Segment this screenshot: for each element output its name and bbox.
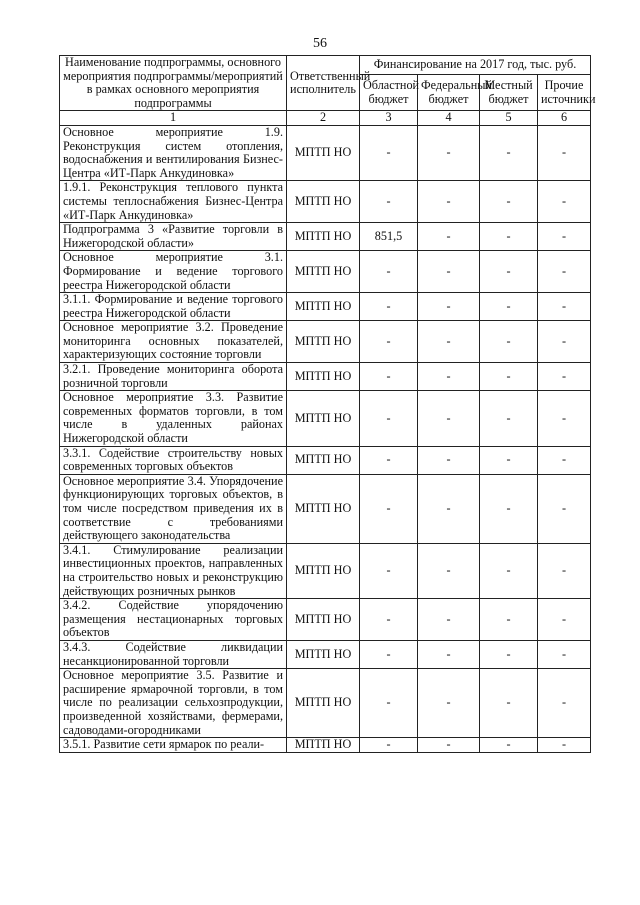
cell-name: Основное мероприятие 3.3. Развитие современных форматов торговли, в том числе в удаленных районах Нижегородской области [60, 391, 287, 446]
cell-regional: 851,5 [360, 223, 418, 251]
header-local-budget: Местный бюджет [480, 74, 538, 111]
cell-local: - [480, 391, 538, 446]
cell-name: Основное мероприятие 3.5. Развитие и расширение ярмарочной торговли, в том числе по реализации сельхозпродукции, произведенной хозяйствами, фермерами, садоводами-огородниками [60, 669, 287, 738]
cell-local: - [480, 181, 538, 223]
table-row [60, 543, 591, 598]
column-number: 3 [360, 111, 418, 126]
cell-local: - [480, 446, 538, 474]
cell-federal: - [418, 738, 480, 753]
cell-other: - [538, 293, 591, 321]
cell-federal: - [418, 599, 480, 641]
cell-name: 3.5.1. Развитие сети ярмарок по реали- [60, 738, 287, 753]
table-row [60, 125, 591, 180]
cell-federal: - [418, 474, 480, 543]
cell-other: - [538, 181, 591, 223]
cell-name: 3.4.2. Содействие упорядочению размещения нестационарных торговых объектов [60, 599, 287, 641]
cell-name: 3.2.1. Проведение мониторинга оборота розничной торговли [60, 363, 287, 391]
cell-federal: - [418, 293, 480, 321]
cell-regional: - [360, 543, 418, 598]
cell-federal: - [418, 391, 480, 446]
table-row [60, 223, 591, 251]
page-number: 56 [313, 36, 327, 51]
table-row [60, 738, 591, 753]
column-number: 5 [480, 111, 538, 126]
cell-local: - [480, 640, 538, 668]
cell-exec: МПТП НО [287, 363, 360, 391]
cell-regional: - [360, 293, 418, 321]
cell-name: Основное мероприятие 3.4. Упорядочение функционирующих торговых объектов, в том числе посредством приведения их в соответствие с требованиями действующего законодательства [60, 474, 287, 543]
cell-local: - [480, 251, 538, 293]
cell-regional: - [360, 738, 418, 753]
header-federal-budget: Федеральный бюджет [418, 74, 480, 111]
table-row [60, 391, 591, 446]
table-row [60, 446, 591, 474]
cell-name: 3.3.1. Содействие строительству новых современных торговых объектов [60, 446, 287, 474]
cell-federal: - [418, 640, 480, 668]
cell-exec: МПТП НО [287, 223, 360, 251]
cell-local: - [480, 738, 538, 753]
header-name: Наименование подпрограммы, основного мероприятия подпрограммы/мероприятий в рамках основного мероприятия подпрограммы [60, 56, 287, 111]
cell-local: - [480, 293, 538, 321]
cell-regional: - [360, 391, 418, 446]
table-row [60, 640, 591, 668]
table-row [60, 321, 591, 363]
cell-other: - [538, 543, 591, 598]
cell-exec: МПТП НО [287, 599, 360, 641]
cell-name: Основное мероприятие 1.9. Реконструкция систем отопления, водоснабжения и вентилирования Бизнес-Центра «ИТ-Парк Анкудиновка» [60, 125, 287, 180]
cell-other: - [538, 223, 591, 251]
cell-other: - [538, 363, 591, 391]
table-row [60, 669, 591, 738]
cell-exec: МПТП НО [287, 391, 360, 446]
cell-other: - [538, 669, 591, 738]
cell-name: 1.9.1. Реконструкция теплового пункта системы теплоснабжения Бизнес-Центра «ИТ-Парк Анкудиновка» [60, 181, 287, 223]
table-row [60, 251, 591, 293]
cell-exec: МПТП НО [287, 669, 360, 738]
header-executor: Ответственный исполнитель [287, 56, 360, 111]
cell-name: Подпрограмма 3 «Развитие торговли в Нижегородской области» [60, 223, 287, 251]
cell-other: - [538, 738, 591, 753]
cell-exec: МПТП НО [287, 640, 360, 668]
cell-regional: - [360, 181, 418, 223]
header-other-sources: Прочие источники [538, 74, 591, 111]
cell-exec: МПТП НО [287, 738, 360, 753]
column-number: 2 [287, 111, 360, 126]
cell-other: - [538, 251, 591, 293]
cell-name: 3.1.1. Формирование и ведение торгового реестра Нижегородской области [60, 293, 287, 321]
column-number: 6 [538, 111, 591, 126]
table-row [60, 293, 591, 321]
table-row [60, 474, 591, 543]
cell-exec: МПТП НО [287, 293, 360, 321]
cell-federal: - [418, 543, 480, 598]
table-row [60, 599, 591, 641]
cell-federal: - [418, 181, 480, 223]
cell-regional: - [360, 446, 418, 474]
cell-exec: МПТП НО [287, 251, 360, 293]
cell-local: - [480, 125, 538, 180]
cell-exec: МПТП НО [287, 181, 360, 223]
cell-federal: - [418, 669, 480, 738]
cell-regional: - [360, 474, 418, 543]
cell-federal: - [418, 125, 480, 180]
cell-other: - [538, 446, 591, 474]
cell-federal: - [418, 446, 480, 474]
cell-local: - [480, 543, 538, 598]
cell-name: Основное мероприятие 3.2. Проведение мониторинга основных показателей, характеризующих состояние торговли [60, 321, 287, 363]
cell-other: - [538, 474, 591, 543]
cell-local: - [480, 363, 538, 391]
cell-name: 3.4.3. Содействие ликвидации несанкционированной торговли [60, 640, 287, 668]
cell-regional: - [360, 599, 418, 641]
cell-other: - [538, 125, 591, 180]
cell-regional: - [360, 321, 418, 363]
cell-federal: - [418, 223, 480, 251]
cell-regional: - [360, 125, 418, 180]
financing-table [59, 55, 596, 753]
column-numbers-row [60, 111, 591, 126]
cell-exec: МПТП НО [287, 125, 360, 180]
cell-regional: - [360, 669, 418, 738]
header-regional-budget: Областной бюджет [360, 74, 418, 111]
cell-local: - [480, 474, 538, 543]
column-number: 1 [60, 111, 287, 126]
cell-exec: МПТП НО [287, 474, 360, 543]
cell-local: - [480, 599, 538, 641]
cell-exec: МПТП НО [287, 321, 360, 363]
cell-other: - [538, 321, 591, 363]
cell-name: Основное мероприятие 3.1. Формирование и ведение торгового реестра Нижегородской области [60, 251, 287, 293]
cell-local: - [480, 223, 538, 251]
cell-exec: МПТП НО [287, 543, 360, 598]
cell-other: - [538, 640, 591, 668]
cell-regional: - [360, 640, 418, 668]
table-row [60, 363, 591, 391]
cell-federal: - [418, 251, 480, 293]
cell-federal: - [418, 321, 480, 363]
cell-exec: МПТП НО [287, 446, 360, 474]
cell-regional: - [360, 363, 418, 391]
cell-local: - [480, 321, 538, 363]
cell-name: 3.4.1. Стимулирование реализации инвестиционных проектов, направленных на строительство новых и реконструкцию действующих розничных рынков [60, 543, 287, 598]
header-financing: Финансирование на 2017 год, тыс. руб. [360, 56, 591, 75]
table-row [60, 181, 591, 223]
cell-other: - [538, 391, 591, 446]
cell-local: - [480, 669, 538, 738]
column-number: 4 [418, 111, 480, 126]
cell-other: - [538, 599, 591, 641]
cell-regional: - [360, 251, 418, 293]
cell-federal: - [418, 363, 480, 391]
